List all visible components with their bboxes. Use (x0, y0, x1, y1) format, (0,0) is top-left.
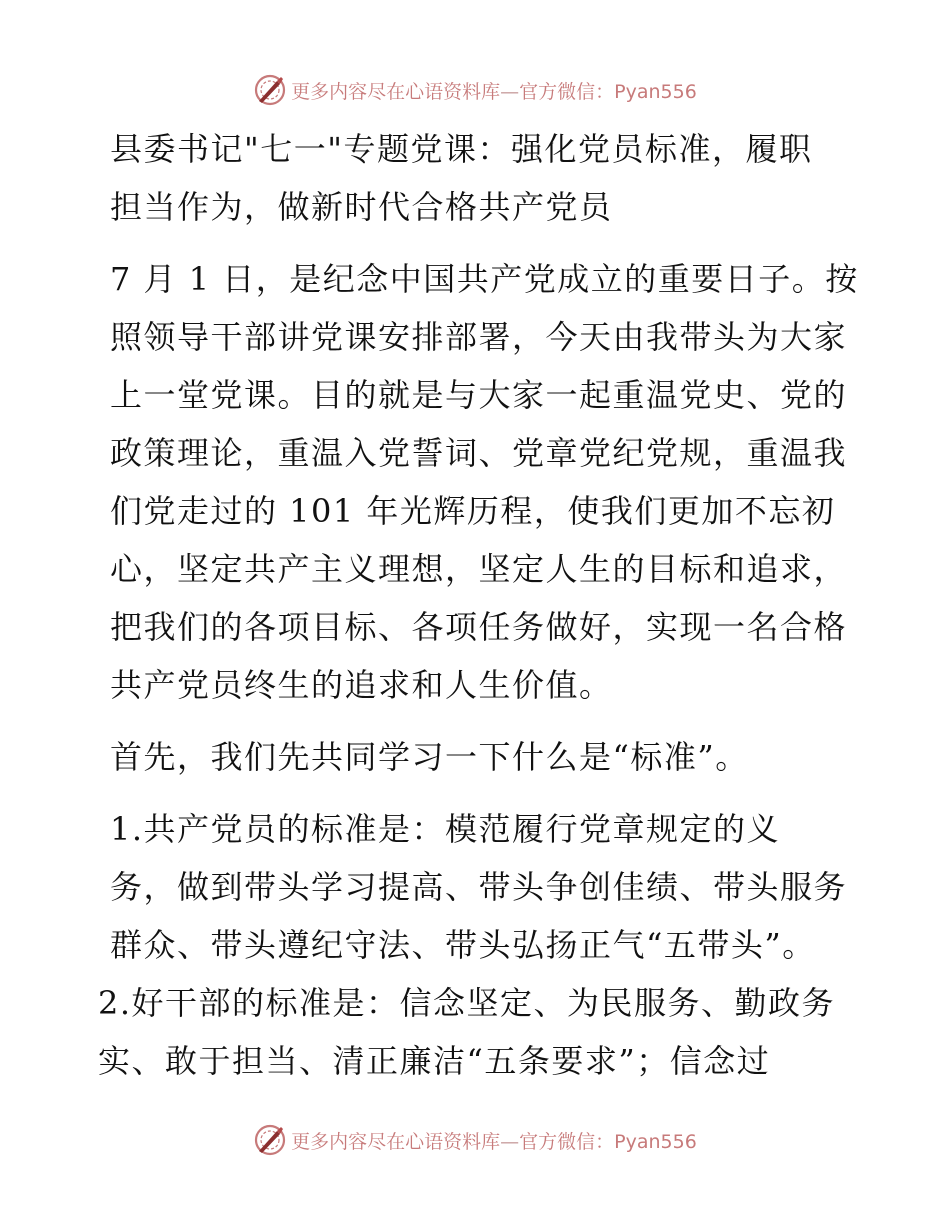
text-line: 把我们的各项目标、各项任务做好，实现一名合格 (110, 608, 848, 646)
text-line: 实、敢于担当、清正廉洁“五条要求”；信念过 (98, 1042, 771, 1080)
text-line: 2.好干部的标准是：信念坚定、为民服务、勤政务 (98, 984, 836, 1022)
text-line: 务，做到带头学习提高、带头争创佳绩、带头服务 (110, 868, 848, 906)
title-line: 县委书记"七一"专题党课：强化党员标准，履职 (110, 130, 813, 168)
text-line: 首先，我们先共同学习一下什么是“标准”。 (110, 738, 749, 776)
quill-circle-logo-icon (253, 73, 287, 107)
paragraph-intro (98, 250, 859, 714)
paragraph-good-cadre-standard (98, 974, 852, 1090)
footer-banner-separator: — (500, 1130, 520, 1153)
header-banner-contact: 官方微信：Pyan556 (519, 80, 697, 103)
text-line: 1.共产党员的标准是：模范履行党章规定的义 (110, 810, 781, 848)
text-line: 心，坚定共产主义理想，坚定人生的目标和追求， (110, 550, 848, 588)
paragraph-party-member-standard (98, 800, 852, 974)
footer-banner (0, 1120, 950, 1160)
header-banner-main: 更多内容尽在心语资料库 (291, 80, 501, 103)
text-line: 们党走过的 101 年光辉历程，使我们更加不忘初 (110, 492, 836, 530)
text-line: 群众、带头遵纪守法、带头弘扬正气“五带头”。 (110, 926, 816, 964)
quill-circle-logo-icon (253, 1123, 287, 1157)
document-title (98, 120, 852, 236)
text-line: 共产党员终生的追求和人生价值。 (110, 666, 613, 704)
header-banner-separator: — (500, 80, 520, 103)
title-line: 担当作为，做新时代合格共产党员 (110, 188, 613, 226)
text-line: 政策理论，重温入党誓词、党章党纪党规，重温我 (110, 434, 848, 472)
text-line: 照领导干部讲党课安排部署，今天由我带头为大家 (110, 318, 848, 356)
paragraph-standard-question (98, 728, 852, 786)
text-line: 上一堂党课。目的就是与大家一起重温党史、党的 (110, 376, 848, 414)
footer-banner-contact: 官方微信：Pyan556 (519, 1130, 697, 1153)
document-body (98, 120, 859, 1090)
header-banner (0, 70, 950, 110)
footer-banner-text (291, 1127, 697, 1154)
header-banner-text (291, 77, 697, 104)
footer-banner-main: 更多内容尽在心语资料库 (291, 1130, 501, 1153)
text-line: 7 月 1 日，是纪念中国共产党成立的重要日子。按 (110, 260, 859, 298)
